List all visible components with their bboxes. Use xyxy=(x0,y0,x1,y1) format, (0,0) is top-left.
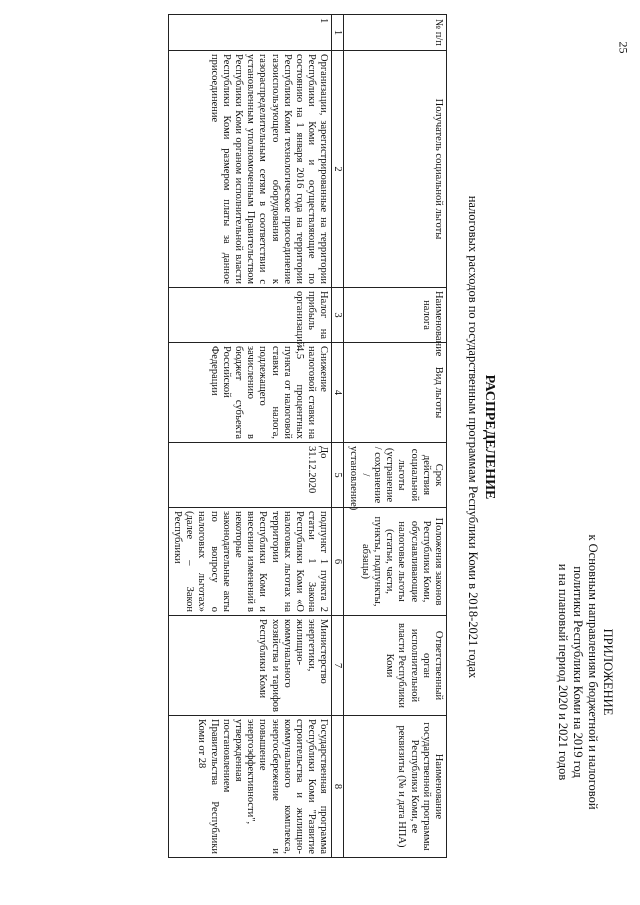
rotated-page xyxy=(15,12,615,862)
header-cell: № п/п xyxy=(344,15,447,51)
document-heading xyxy=(465,12,497,862)
column-number: 5 xyxy=(332,443,344,508)
column-number: 8 xyxy=(332,716,344,858)
column-number-row xyxy=(332,15,344,858)
row-number-cell: 1 xyxy=(168,15,332,51)
benefit-type-cell: Снижение налоговой ставки на 4,5 процентных пункта от налоговой ставки налога, подлежащего зачислению в бюджет субъекта Российской Федерации xyxy=(168,343,332,443)
law-provisions-cell: подпункт 1 пункта 2 статьи 1 Закона Республики Коми «О налоговых льготах на территории Республики Коми и внесении изменений в некоторые законодательные акты по вопросу о налоговых льготах» (далее – Закон Республики xyxy=(168,508,332,616)
document-title: РАСПРЕДЕЛЕНИЕ xyxy=(482,374,497,500)
header-cell: Получатель социальной льготы xyxy=(344,51,447,288)
column-number: 1 xyxy=(332,15,344,51)
validity-term-cell: До 31.12.2020 xyxy=(168,443,332,508)
appendix-line-1: к Основным направлениям бюджетной и налоговой xyxy=(586,534,600,810)
tax-expenses-table xyxy=(168,14,447,858)
header-row xyxy=(344,15,447,858)
appendix-line-3: и на плановый период 2020 и 2021 годов xyxy=(556,563,570,781)
recipient-cell: Организации, зарегистрированные на территории Республики Коми и осуществляющие по состоянию на 1 января 2016 года на территории Республики Коми технологическое присоединение газоиспользующего оборудования к газораспределительным сетям в соответствии с установленным уполномоченным Правительством Республики Коми органом исполнительной власти Республики Коми размером платы за данное присоединение xyxy=(168,51,332,288)
appendix-title: ПРИЛОЖЕНИЕ xyxy=(601,628,615,716)
responsible-body-cell: Министерство энергетики, жилищно-коммунального хозяйства и тарифов Республики Коми xyxy=(168,616,332,716)
state-program-cell: Государственная программа Республики Коми "Развитие строительства и жилищно-коммунального комплекса, энергосбережение и повышение энергоэффективности", утвержденная постановлением Правительства Республики Коми от 28 xyxy=(168,716,332,858)
header-cell: Вид льготы xyxy=(344,343,447,443)
column-number: 6 xyxy=(332,508,344,616)
column-number: 7 xyxy=(332,616,344,716)
column-number: 2 xyxy=(332,51,344,288)
header-cell: Срок действия социальной льготы (устранение / сохранение / установление) xyxy=(344,443,447,508)
header-cell: Наименование налога xyxy=(344,288,447,343)
document-subtitle: налоговых расходов по государственным программам Республики Коми в 2018-2021 годах xyxy=(466,195,480,679)
table-row xyxy=(168,15,332,858)
appendix-block xyxy=(555,482,615,862)
header-cell: Положения законов Республики Коми, обуславливающие налоговые льготы (статьи, части, пункты, подпункты, абзацы) xyxy=(344,508,447,616)
column-number: 3 xyxy=(332,288,344,343)
tax-name-cell: Налог на прибыль организаций xyxy=(168,288,332,343)
column-number: 4 xyxy=(332,343,344,443)
header-cell: Наименование государственной программы Республики Коми, ее реквизиты (№ и дата НПА) xyxy=(344,716,447,858)
appendix-line-2: политики Республики Коми на 2019 год xyxy=(571,566,585,778)
page-number: 25 xyxy=(616,41,631,54)
header-cell: Ответственный орган исполнительной власти Республики Коми xyxy=(344,616,447,716)
